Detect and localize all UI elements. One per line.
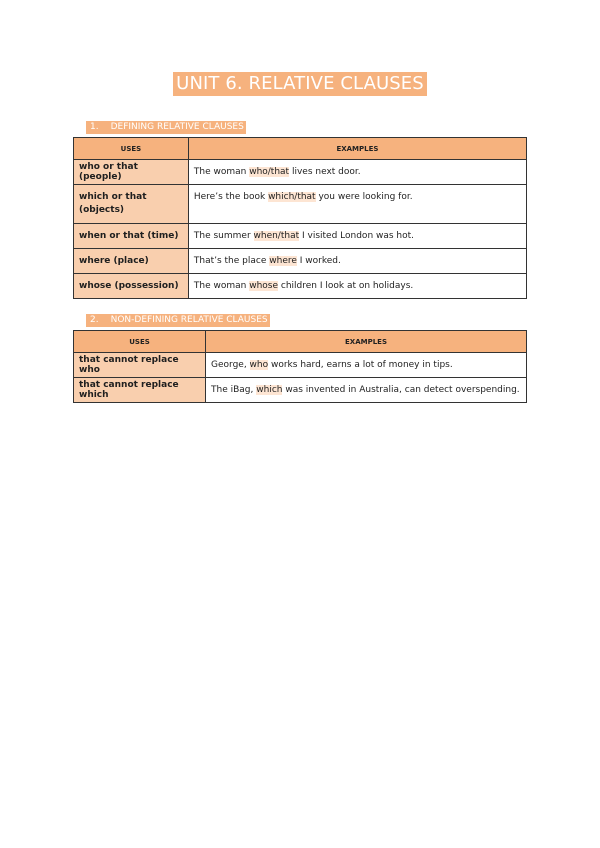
example-cell: [188, 249, 526, 274]
uses-column-header: USES: [74, 138, 189, 160]
table-row: [74, 378, 527, 403]
example-text: The woman: [193, 167, 250, 177]
use-cell: who or that (people): [74, 160, 189, 185]
page-title: UNIT 6. RELATIVE CLAUSES: [173, 72, 427, 96]
examples-column-header: EXAMPLES: [188, 138, 526, 160]
non-defining-clauses-table: [73, 330, 527, 403]
relative-pronoun-highlight: which: [256, 385, 283, 395]
table-header-row: [74, 138, 527, 160]
example-text: Here’s the book: [193, 192, 269, 202]
title-wrapper: [0, 72, 600, 96]
use-cell: that cannot replace who: [74, 353, 206, 378]
relative-pronoun-highlight: where: [269, 256, 297, 266]
relative-pronoun-highlight: when/that: [253, 231, 300, 241]
example-text: lives next door.: [289, 167, 361, 177]
table-row: [74, 160, 527, 185]
section-heading-text: DEFINING RELATIVE CLAUSES: [110, 122, 244, 132]
example-cell: [188, 185, 526, 224]
section-heading-text: NON-DEFINING RELATIVE CLAUSES: [110, 315, 268, 325]
relative-pronoun-highlight: who/that: [249, 167, 290, 177]
use-cell: which or that (objects): [74, 185, 189, 224]
example-text: The iBag,: [211, 385, 257, 395]
section-heading: [86, 121, 246, 134]
example-text: children I look at on holidays.: [278, 281, 414, 291]
table-row: [74, 353, 527, 378]
example-text: The woman: [193, 281, 250, 291]
section-number: 2.: [90, 315, 99, 325]
example-cell: [206, 378, 527, 403]
table-header-row: [74, 331, 527, 353]
section-defining: [73, 116, 527, 299]
use-cell: whose (possession): [74, 274, 189, 299]
use-cell: when or that (time): [74, 224, 189, 249]
example-text: was invented in Australia, can detect overspending.: [282, 385, 520, 395]
example-text: you were looking for.: [315, 192, 413, 202]
relative-pronoun-highlight: whose: [249, 281, 279, 291]
section-heading: [86, 314, 270, 327]
use-cell: where (place): [74, 249, 189, 274]
table-row: [74, 185, 527, 224]
example-cell: [206, 353, 527, 378]
example-text: That’s the place: [193, 256, 270, 266]
table-row: [74, 224, 527, 249]
example-text: I visited London was hot.: [299, 231, 415, 241]
uses-column-header: USES: [74, 331, 206, 353]
relative-pronoun-highlight: which/that: [268, 192, 316, 202]
example-cell: [188, 160, 526, 185]
use-cell: that cannot replace which: [74, 378, 206, 403]
example-text: The summer: [193, 231, 254, 241]
example-text: George,: [211, 360, 250, 370]
example-text: I worked.: [296, 256, 341, 266]
section-number: 1.: [90, 122, 99, 132]
example-cell: [188, 224, 526, 249]
relative-pronoun-highlight: who: [249, 360, 269, 370]
examples-column-header: EXAMPLES: [206, 331, 527, 353]
section-non-defining: [73, 309, 527, 403]
defining-clauses-table: [73, 137, 527, 299]
example-text: works hard, earns a lot of money in tips.: [268, 360, 453, 370]
table-row: [74, 249, 527, 274]
example-cell: [188, 274, 526, 299]
table-row: [74, 274, 527, 299]
